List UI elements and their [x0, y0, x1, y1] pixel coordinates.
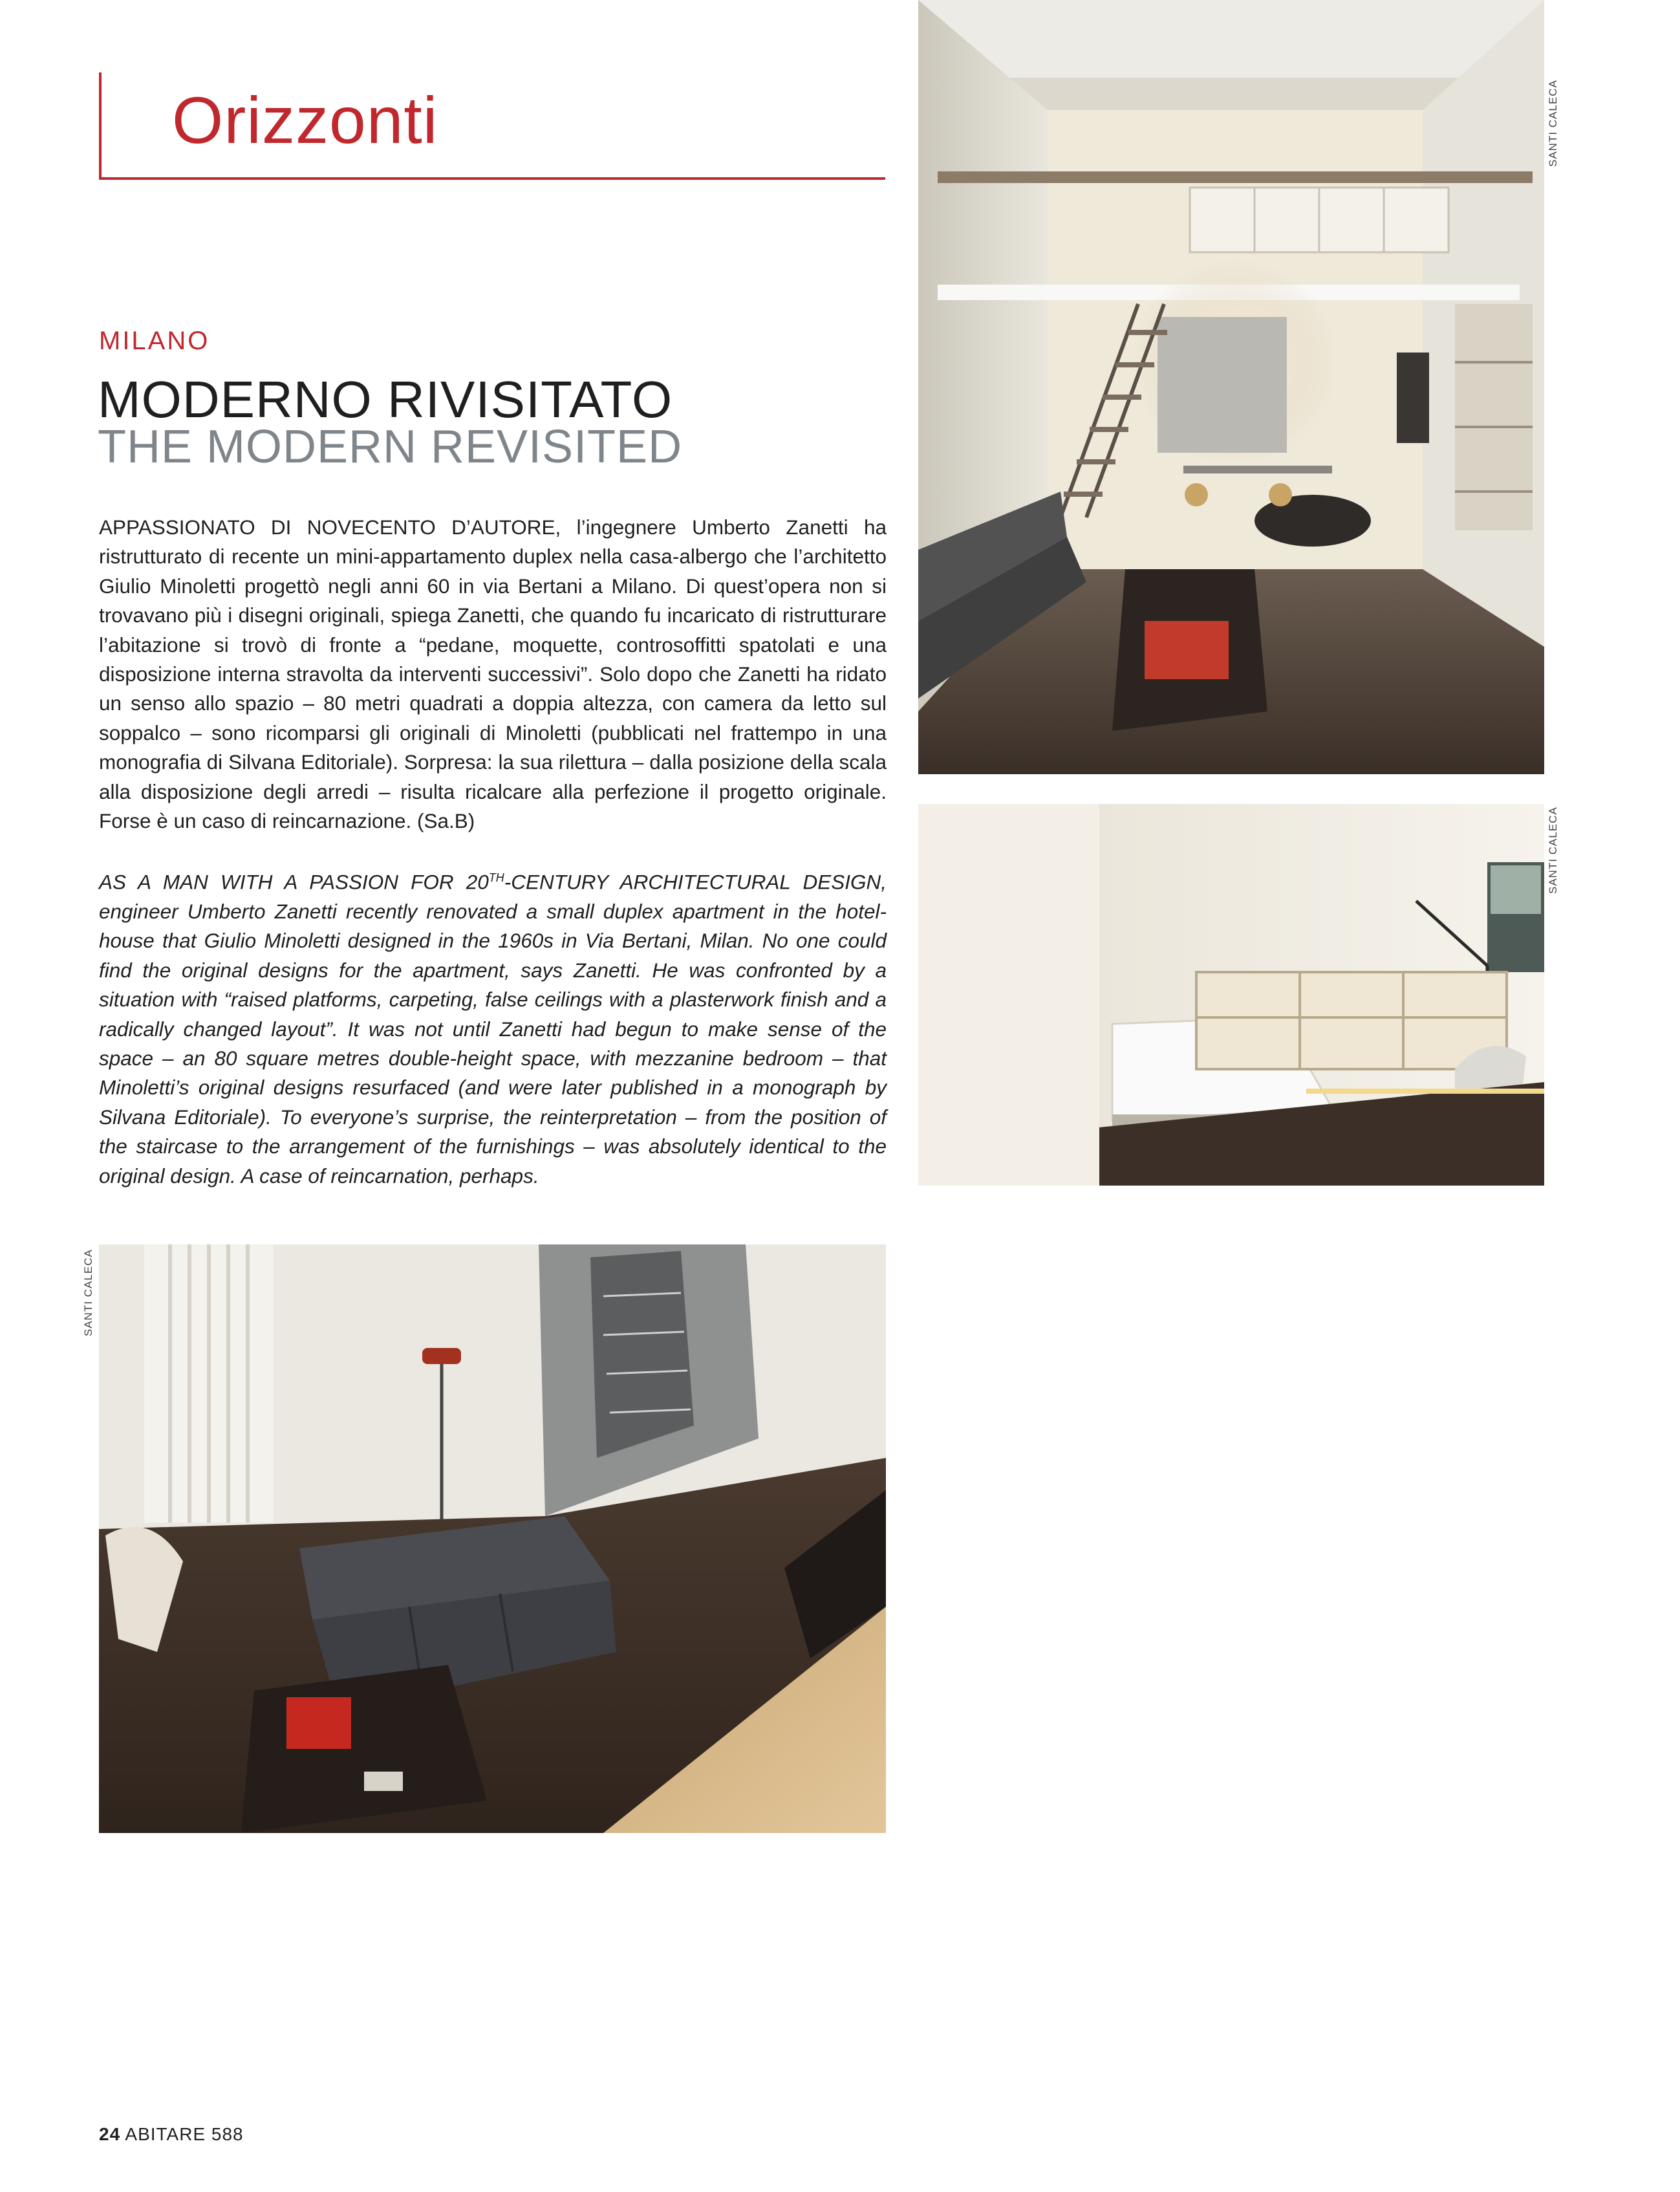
english-body-paragraph [99, 863, 887, 1191]
article-kicker: MILANO [99, 327, 210, 355]
photo-credit-2: SANTI CALECA [1547, 807, 1559, 894]
english-lead-superscript: TH [488, 871, 504, 884]
page-footer [99, 2124, 244, 2145]
photo-credit-1: SANTI CALECA [1547, 80, 1559, 167]
article-title: MODERNO RIVISITATO [98, 371, 673, 428]
magazine-issue: ABITARE 588 [125, 2124, 244, 2144]
italian-body-paragraph [99, 513, 887, 836]
photo-mezzanine-bedroom [918, 804, 1544, 1186]
english-lead-part2: -CENTURY ARCHITECTURAL DESIGN, [504, 870, 887, 894]
english-lead-part1: AS A MAN WITH A PASSION FOR 20 [99, 870, 489, 894]
article-subtitle: THE MODERN REVISITED [98, 421, 683, 473]
page-number: 24 [99, 2124, 121, 2144]
italian-body-text: l’ingegnere Umberto Zanetti ha ristrutturato di recente un mini-appartamento duplex nella casa-albergo che l’architetto Giulio Minoletti progettò negli anni 60 in via Bertani a Milano. Di quest’opera non si trovavano più i disegni originali, spiega Zanetti, che quando fu incaricato di ristrutturare l’abitazione si trovò di fronte a “pedane, moquette, controsoffitti spatolati e una disposizione interna stravolta da interventi successivi”. Solo dopo che Zanetti ha ridato un senso allo spazio – 80 metri quadrati a doppia altezza, con camera da letto sul soppalco – sono ricomparsi gli originali di Minoletti (pubblicati nel frattempo in una monografia di Silvana Editoriale). Sorpresa: la sua rilettura – dalla posizione della scala alla disposizione degli arredi – risulta ricalcare alla perfezione il progetto originale. Forse è un caso di reincarnazione. (Sa.B) [99, 515, 887, 833]
italian-lead: APPASSIONATO DI NOVECENTO D’AUTORE, [99, 515, 561, 539]
photo-credit-3: SANTI CALECA [82, 1249, 94, 1336]
english-body-text: engineer Umberto Zanetti recently renovated a small duplex apartment in the hotel-house that Giulio Minoletti designed in the 1960s in Via Bertani, Milan. No one could find the original designs for the apartment, says Zanetti. He was confronted by a situation with “raised platforms, carpeting, false ceilings with a plasterwork finish and a radically changed layout”. It was not until Zanetti had begun to make sense of the space – an 80 square metres double-height space, with mezzanine bedroom – that Minoletti’s original designs resurfaced (and were later published in a monograph by Silvana Editoriale). To everyone’s surprise, the reinterpretation – from the position of the staircase to the arrangement of the furnishings – was absolutely identical to the original design. A case of reincarnation, perhaps. [99, 899, 887, 1188]
photo-living-room-mezzanine [918, 0, 1544, 774]
photo-living-room-overhead [99, 1244, 886, 1833]
section-title: Orizzonti [172, 83, 438, 157]
